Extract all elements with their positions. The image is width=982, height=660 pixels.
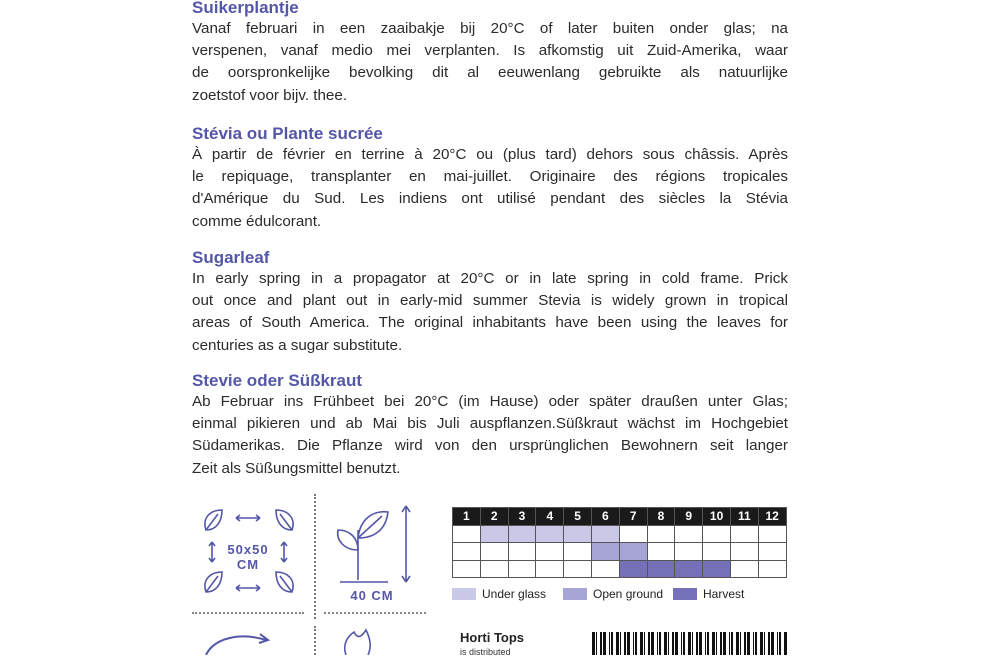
text-line: Zeit als Süßungsmittel benutzt. bbox=[192, 459, 401, 477]
text-line: comme édulcorant. bbox=[192, 212, 322, 230]
barcode-bar bbox=[712, 632, 715, 655]
divider bbox=[192, 606, 304, 614]
month-header: 10 bbox=[703, 508, 731, 526]
barcode-bar bbox=[736, 632, 739, 655]
month-header: 4 bbox=[536, 508, 564, 526]
barcode-bar bbox=[681, 632, 682, 655]
barcode-bar bbox=[705, 632, 706, 655]
barcode-bar bbox=[784, 632, 787, 655]
barcode-bar bbox=[651, 632, 654, 655]
barcode-bar bbox=[699, 632, 702, 655]
calendar-cell bbox=[591, 525, 619, 543]
barcode-bar bbox=[644, 632, 645, 655]
calendar-cell bbox=[480, 543, 508, 561]
legend-swatch bbox=[673, 588, 697, 600]
barcode-bar bbox=[657, 632, 658, 655]
calendar-cell bbox=[758, 525, 786, 543]
spacing-unit: CM bbox=[236, 557, 260, 572]
month-header: 7 bbox=[619, 508, 647, 526]
legend-swatch bbox=[452, 588, 476, 600]
calendar-cell bbox=[564, 525, 592, 543]
barcode-bar bbox=[707, 632, 709, 655]
barcode-bar bbox=[720, 632, 722, 655]
barcode-bar bbox=[659, 632, 661, 655]
text-line: verspenen, vanaf medio mei verplanten. Is afkomstig uit Zuid-Amerika, waar bbox=[192, 42, 788, 60]
calendar-cell bbox=[619, 543, 647, 561]
barcode-bar bbox=[688, 632, 691, 655]
barcode-bar bbox=[760, 632, 763, 655]
barcode-bar bbox=[668, 632, 669, 655]
barcode-bar bbox=[600, 632, 602, 655]
calendar-cell bbox=[508, 560, 536, 578]
barcode-bar bbox=[731, 632, 733, 655]
calendar-cell bbox=[536, 560, 564, 578]
barcode-bar bbox=[672, 632, 674, 655]
calendar-cell bbox=[619, 560, 647, 578]
calendar-cell bbox=[675, 525, 703, 543]
month-header: 6 bbox=[591, 508, 619, 526]
brand-name: Horti Tops bbox=[460, 630, 525, 645]
text-line: À partir de février en terrine à 20°C ou (plus tard) dehors sous châssis. Après bbox=[192, 146, 788, 163]
month-header: 11 bbox=[730, 508, 758, 526]
barcode-bar bbox=[620, 632, 621, 655]
barcode-bar bbox=[696, 632, 698, 655]
calendar-cell bbox=[453, 525, 481, 543]
barcode-bar bbox=[609, 632, 610, 655]
barcode-bar bbox=[683, 632, 685, 655]
text-line: d'Amérique du Sud. Les indiens ont utilisé pendant des siècles la Stévia bbox=[192, 190, 788, 208]
calendar-row-harvest bbox=[453, 560, 787, 578]
calendar-cell bbox=[591, 543, 619, 561]
barcode-bar bbox=[768, 632, 770, 655]
barcode-bar bbox=[716, 632, 717, 655]
barcode-bar bbox=[764, 632, 765, 655]
divider bbox=[314, 494, 322, 619]
month-header: 5 bbox=[564, 508, 592, 526]
calendar-cell bbox=[453, 543, 481, 561]
text-line: out once and plant out in early-mid summer Stevia is widely grown in tropical bbox=[192, 292, 788, 310]
legend-under-glass bbox=[452, 587, 546, 601]
text-line: zoetstof voor bijv. thee. bbox=[192, 86, 348, 104]
legend-label: Under glass bbox=[482, 587, 547, 601]
calendar-cell bbox=[703, 543, 731, 561]
section-english bbox=[192, 248, 788, 357]
barcode-bar bbox=[640, 632, 643, 655]
month-header: 3 bbox=[508, 508, 536, 526]
divider bbox=[314, 626, 322, 655]
calendar-cell bbox=[730, 560, 758, 578]
legend-open-ground bbox=[563, 587, 663, 601]
legend-harvest bbox=[673, 587, 744, 601]
text-line: In early spring in a propagator at 20°C or in late spring in cold frame. Prick bbox=[192, 270, 788, 287]
calendar-cell bbox=[536, 525, 564, 543]
calendar-cell bbox=[508, 543, 536, 561]
barcode-bar bbox=[648, 632, 650, 655]
calendar-cell bbox=[508, 525, 536, 543]
text-line: Südamerikas. Die Pflanze wird von den ursprünglichen Bewohnern seit langer bbox=[192, 437, 788, 455]
legend-swatch bbox=[563, 588, 587, 600]
month-header: 1 bbox=[453, 508, 481, 526]
barcode-bar bbox=[596, 632, 597, 655]
legend-label: Harvest bbox=[703, 587, 745, 601]
barcode-bar bbox=[603, 632, 606, 655]
calendar-header-row bbox=[453, 508, 787, 526]
calendar-cell bbox=[703, 560, 731, 578]
text-line: centuries as a sugar substitute. bbox=[192, 336, 403, 354]
barcode-bar bbox=[633, 632, 634, 655]
calendar-row-open-ground bbox=[453, 543, 787, 561]
barcode-bar bbox=[747, 632, 750, 655]
text-line: de oorspronkelijke bevolking dit al eeuwenlang gebruikte als natuurlijke bbox=[192, 64, 788, 82]
calendar-cell bbox=[730, 525, 758, 543]
barcode-bar bbox=[675, 632, 678, 655]
plant-height-icon bbox=[330, 500, 422, 590]
barcode-bar bbox=[771, 632, 774, 655]
section-title: Sugarleaf bbox=[192, 248, 270, 267]
barcode-bar bbox=[723, 632, 726, 655]
divider bbox=[324, 606, 426, 614]
height-label: 40 CM bbox=[350, 588, 394, 603]
month-header: 12 bbox=[758, 508, 786, 526]
text-line: le repiquage, transplanter en mai-juillet. Originaire des régions tropicales bbox=[192, 168, 788, 186]
spacing-label bbox=[222, 542, 274, 572]
text-line: einmal pikieren und ab Mai bis Juli auspflanzen.Süßkraut wächst im Hochgebiet bbox=[192, 415, 788, 433]
barcode-bar bbox=[744, 632, 746, 655]
brand-subtext: is distributed bbox=[460, 647, 511, 657]
barcode-bar bbox=[664, 632, 667, 655]
barcode-bar bbox=[779, 632, 781, 655]
month-header: 9 bbox=[675, 508, 703, 526]
section-title: Suikerplantje bbox=[192, 0, 299, 17]
barcode-bar bbox=[753, 632, 754, 655]
spacing-value: 50x50 bbox=[227, 542, 269, 557]
barcode-bar bbox=[616, 632, 619, 655]
calendar-cell bbox=[758, 543, 786, 561]
calendar-cell bbox=[730, 543, 758, 561]
section-german bbox=[192, 371, 788, 480]
plant-icon bbox=[332, 628, 382, 655]
calendar-row-under-glass bbox=[453, 525, 787, 543]
barcode-bar bbox=[635, 632, 637, 655]
barcode bbox=[592, 632, 788, 655]
calendar-cell bbox=[647, 543, 675, 561]
barcode-bar bbox=[611, 632, 613, 655]
calendar-cell bbox=[480, 525, 508, 543]
barcode-bar bbox=[755, 632, 757, 655]
calendar-cell bbox=[647, 525, 675, 543]
calendar-cell bbox=[675, 543, 703, 561]
barcode-bar bbox=[777, 632, 778, 655]
barcode-bar bbox=[624, 632, 626, 655]
month-header: 2 bbox=[480, 508, 508, 526]
month-header: 8 bbox=[647, 508, 675, 526]
section-title: Stévia ou Plante sucrée bbox=[192, 124, 383, 143]
calendar-cell bbox=[758, 560, 786, 578]
text-line: Ab Februar ins Frühbeet bei 20°C (im Hause) oder später draußen unter Glas; bbox=[192, 393, 788, 410]
barcode-bar bbox=[627, 632, 630, 655]
barcode-bar bbox=[740, 632, 741, 655]
calendar-cell bbox=[480, 560, 508, 578]
calendar-cell bbox=[675, 560, 703, 578]
section-french bbox=[192, 124, 788, 233]
barcode-bar bbox=[592, 632, 595, 655]
calendar-cell bbox=[647, 560, 675, 578]
legend-label: Open ground bbox=[593, 587, 664, 601]
calendar-cell bbox=[564, 543, 592, 561]
section-dutch bbox=[192, 0, 788, 107]
calendar-cell bbox=[564, 560, 592, 578]
text-line: Vanaf februari in een zaaibakje bij 20°C of later buiten onder glas; na bbox=[192, 20, 788, 37]
section-title: Stevie oder Süßkraut bbox=[192, 371, 363, 390]
sowing-calendar bbox=[452, 507, 787, 578]
calendar-cell bbox=[453, 560, 481, 578]
barcode-bar bbox=[729, 632, 730, 655]
text-line: areas of South America. The original inhabitants have been using the leaves for bbox=[192, 314, 788, 332]
sun-icon bbox=[200, 628, 280, 655]
barcode-bar bbox=[692, 632, 693, 655]
calendar-cell bbox=[536, 543, 564, 561]
calendar-cell bbox=[591, 560, 619, 578]
calendar-cell bbox=[703, 525, 731, 543]
calendar-cell bbox=[619, 525, 647, 543]
